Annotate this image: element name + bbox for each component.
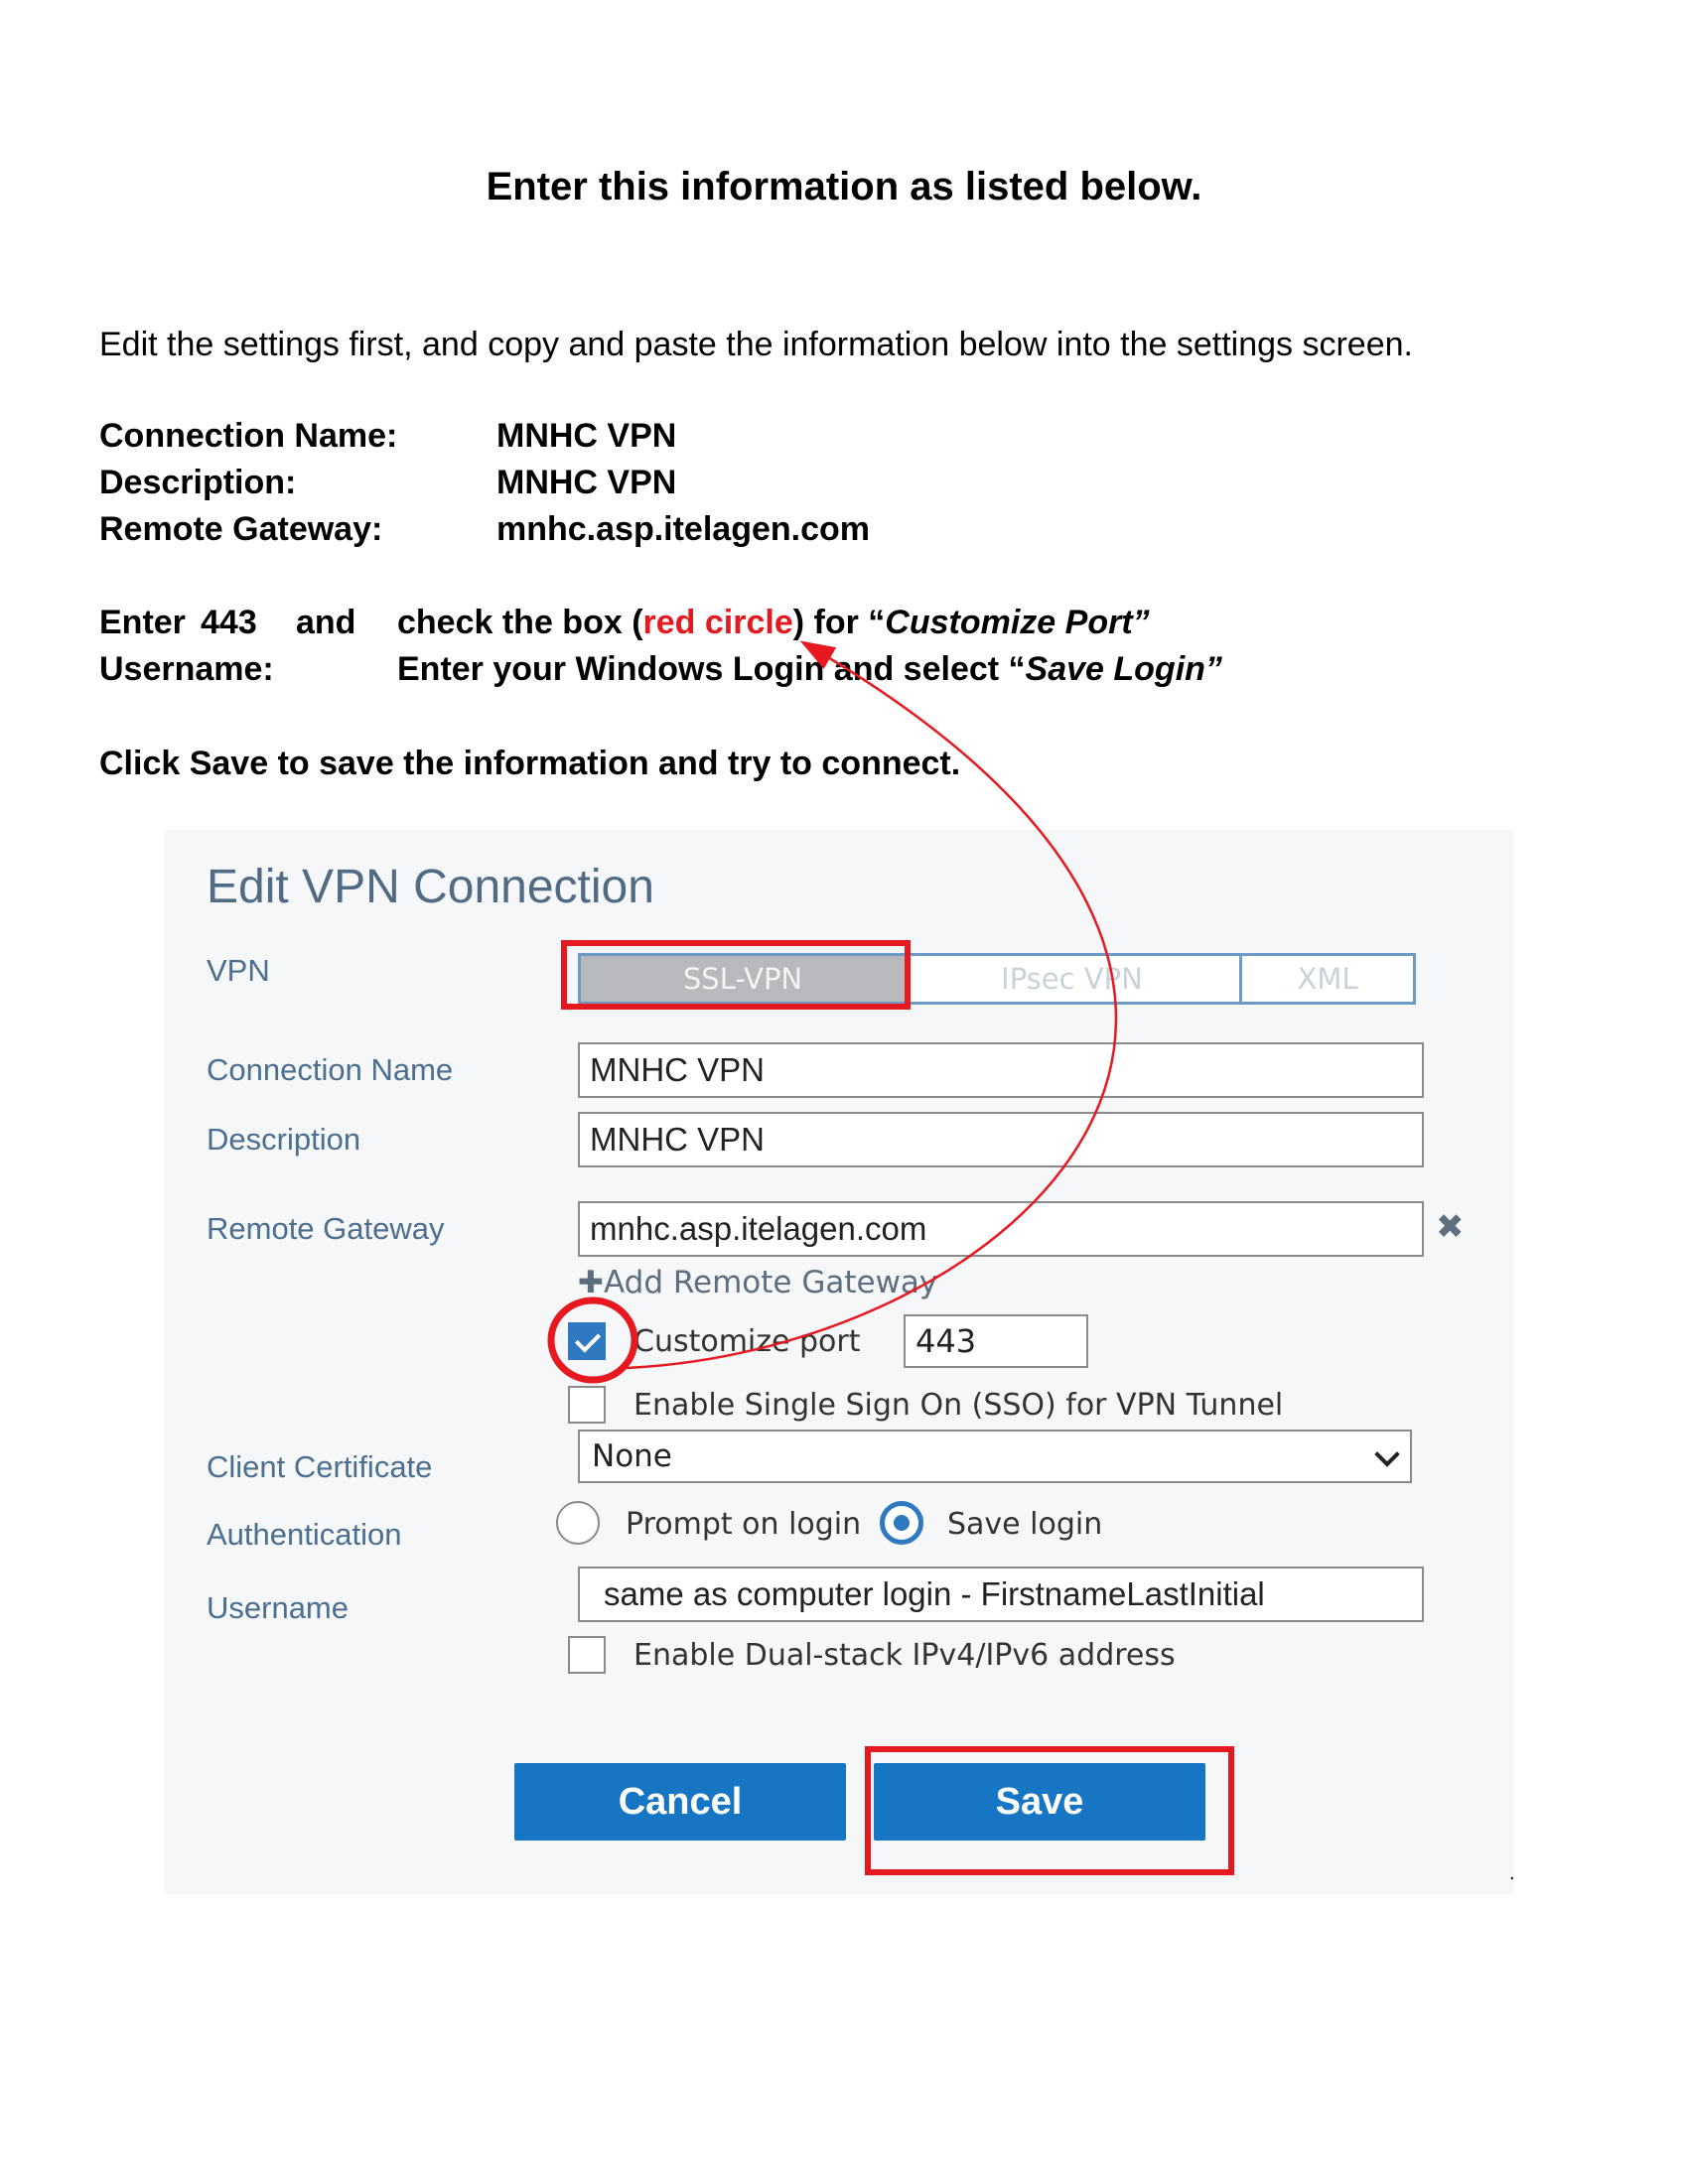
tab-ipsec-vpn[interactable]: IPsec VPN — [905, 956, 1242, 1002]
save-login-label: Save login — [947, 1507, 1103, 1542]
page-heading: Enter this information as listed below. — [486, 165, 1202, 208]
info-value: mnhc.asp.itelagen.com — [496, 510, 870, 548]
cancel-button[interactable]: Cancel — [514, 1763, 846, 1841]
client-certificate-select[interactable]: None — [578, 1430, 1412, 1483]
vpn-label: VPN — [207, 953, 270, 988]
info-value: MNHC VPN — [496, 417, 677, 455]
tab-xml[interactable]: XML — [1297, 962, 1358, 996]
info-label: Remote Gateway: — [99, 510, 383, 548]
client-certificate-label: Client Certificate — [207, 1449, 433, 1484]
username-instruction-text: Enter your Windows Login and select “Save Login” — [397, 650, 1222, 688]
plus-icon: ✚ — [578, 1265, 604, 1300]
remote-gateway-label: Remote Gateway — [207, 1211, 445, 1246]
trailing-mark: . — [1509, 1862, 1515, 1884]
enter-word: Enter — [99, 604, 186, 641]
authentication-label: Authentication — [207, 1517, 402, 1552]
info-label: Description: — [99, 464, 297, 501]
port-number-text: 443 — [201, 604, 257, 641]
remote-gateway-input[interactable]: mnhc.asp.itelagen.com — [578, 1201, 1424, 1257]
sso-label: Enable Single Sign On (SSO) for VPN Tunnel — [633, 1388, 1284, 1423]
save-button[interactable]: Save — [874, 1763, 1205, 1841]
red-circle-text: red circle — [642, 604, 793, 641]
customize-port-label: Customize port — [633, 1324, 861, 1359]
click-save-instruction: Click Save to save the information and try to connect. — [99, 745, 961, 782]
tab-ssl-vpn[interactable]: SSL-VPN — [581, 956, 905, 1002]
connection-name-label: Connection Name — [207, 1052, 454, 1087]
info-value: MNHC VPN — [496, 464, 677, 501]
dual-stack-label: Enable Dual-stack IPv4/IPv6 address — [633, 1638, 1176, 1673]
username-label: Username — [207, 1590, 349, 1625]
port-input[interactable]: 443 — [904, 1314, 1088, 1368]
add-remote-gateway-link[interactable]: ✚Add Remote Gateway — [578, 1265, 938, 1300]
info-label: Connection Name: — [99, 417, 398, 455]
username-input[interactable]: same as computer login - FirstnameLastInitial — [578, 1567, 1424, 1622]
username-instruction-label: Username: — [99, 650, 274, 688]
save-button-highlight-box — [868, 1749, 1231, 1872]
prompt-on-login-label: Prompt on login — [626, 1507, 862, 1542]
description-input[interactable]: MNHC VPN — [578, 1112, 1424, 1167]
ssl-vpn-highlight-box — [564, 943, 908, 1007]
close-icon[interactable]: ✖ — [1436, 1207, 1465, 1247]
and-word: and — [296, 604, 356, 641]
connection-name-input[interactable]: MNHC VPN — [578, 1042, 1424, 1098]
description-label: Description — [207, 1122, 361, 1157]
dialog-title: Edit VPN Connection — [207, 861, 654, 913]
check-instruction: check the box (red circle) for “Customize Port” — [397, 604, 1150, 641]
intro-text: Edit the settings first, and copy and paste the information below into the settings screen. — [99, 326, 1413, 363]
customize-port-highlight-circle — [551, 1300, 634, 1380]
